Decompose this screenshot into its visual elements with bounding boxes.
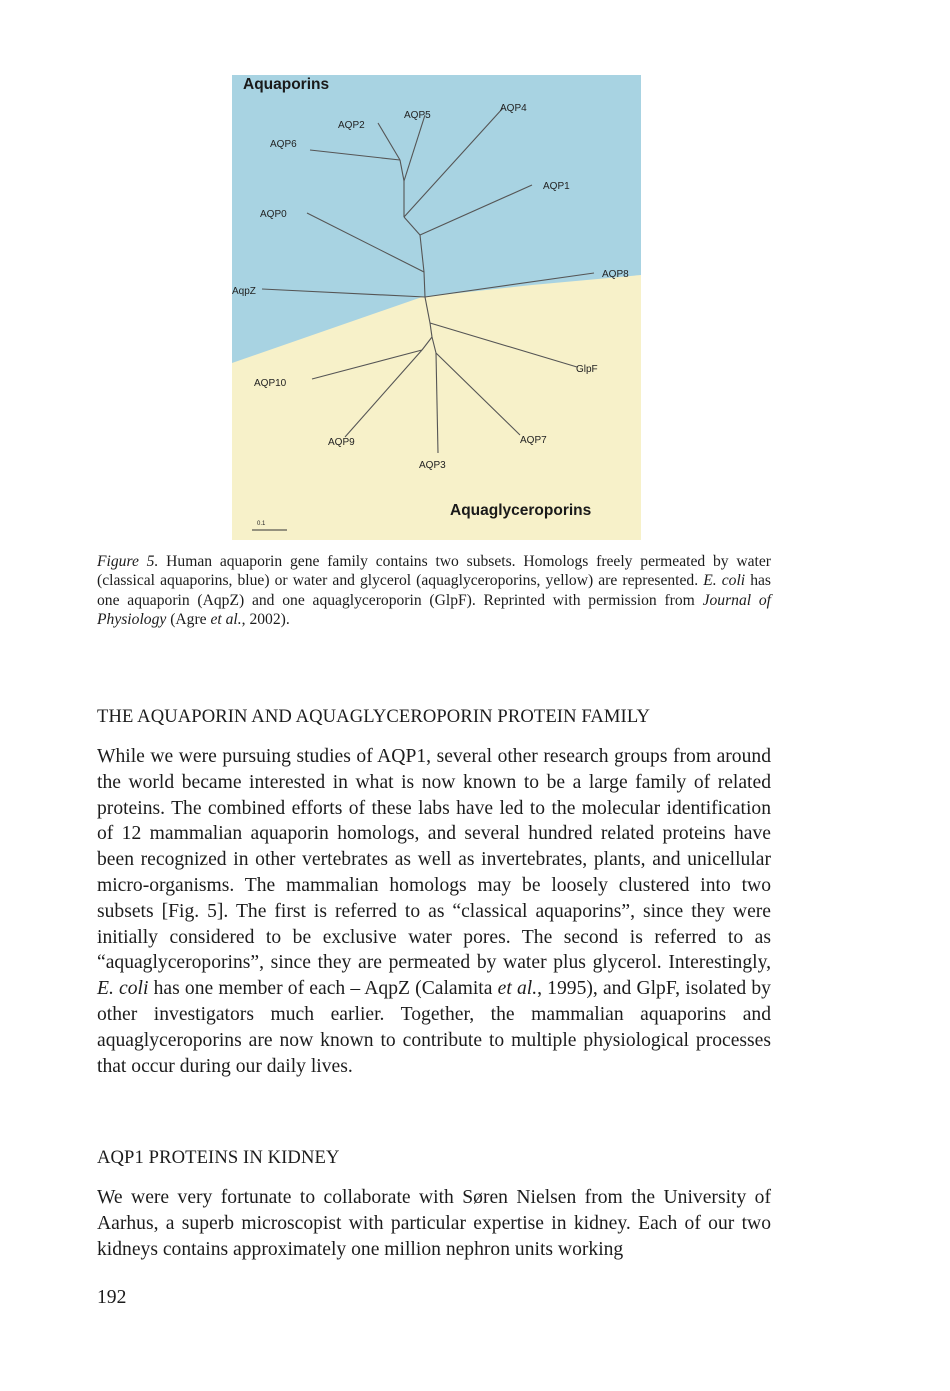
aquaporins-group-label: Aquaporins <box>243 76 330 93</box>
aquaglyceroporins-group-label: Aquaglyceroporins <box>450 502 592 519</box>
aquaporin-tree-diagram <box>232 75 641 540</box>
caption-etal: et al. <box>210 611 242 629</box>
leaf-label-aqp0: AQP0 <box>260 209 287 220</box>
paragraph-text: has one member of each – AqpZ (Calamita <box>148 978 498 1000</box>
paragraph-text: While we were pursuing studies of AQP1, several other research groups from around the world became interested in what is now known to be a large family of related proteins. The combined efforts of these labs have led to the molecular identification of 12 mammalian aquaporin homologs, and several hundred related proteins have been recognized in other vertebrates as well as invertebrates, plants, and unicellular micro-organisms. The mammalian homologs may be loosely clustered into two subsets [Fig. 5]. The first is referred to as “classical aquaporins”, since they were initially considered to be exclusive water pores. The second is referred to as “aquaglyceroporins”, since they are permeated by water plus glycerol. Interestingly, <box>97 746 771 974</box>
leaf-label-aqp9: AQP9 <box>328 437 355 448</box>
leaf-label-aqpz: AqpZ <box>232 286 256 297</box>
scale-bar-label: 0.1 <box>257 521 266 527</box>
figure-label: Figure 5. <box>97 553 159 570</box>
page-number: 192 <box>97 1287 127 1308</box>
body-paragraph-protein-family <box>97 744 771 1079</box>
leaf-label-aqp6: AQP6 <box>270 139 297 150</box>
caption-journal: Journal of Physiology <box>97 591 771 629</box>
caption-text: has one aquaporin (AqpZ) and one aquaglyceroporin (GlpF). Reprinted with permission from <box>97 572 771 609</box>
caption-text: (Agre <box>166 611 211 629</box>
leaf-label-aqp5: AQP5 <box>404 110 431 121</box>
caption-text: , 2002). <box>241 611 290 629</box>
leaf-label-aqp2: AQP2 <box>338 120 365 131</box>
species-name: E. coli <box>97 978 149 1000</box>
citation-etal: et al. <box>497 978 538 1000</box>
paragraph-text: , 1995), and GlpF, isolated by other investigators much earlier. Together, the mammalian aquaporins and aquaglyceroporins are now known to contribute to multiple physiological processes that occur during our daily lives. <box>97 978 771 1077</box>
leaf-label-aqp3: AQP3 <box>419 460 446 471</box>
caption-species: E. coli <box>703 572 746 590</box>
leaf-label-aqp8: AQP8 <box>602 269 629 280</box>
leaf-label-aqp10: AQP10 <box>254 378 287 389</box>
leaf-label-aqp7: AQP7 <box>520 435 547 446</box>
leaf-label-glpf: GlpF <box>576 364 598 375</box>
figure-caption <box>97 552 771 630</box>
body-paragraph-kidney: We were very fortunate to collaborate with Søren Nielsen from the University of Aarhus, a superb microscopist with particular expertise in kidney. Each of our two kidneys contains approximately one million nephron units working <box>97 1187 771 1260</box>
leaf-label-aqp4: AQP4 <box>500 103 527 114</box>
phylogenetic-tree-figure <box>232 75 641 540</box>
section-heading-kidney: AQP1 PROTEINS IN KIDNEY <box>97 1147 340 1168</box>
leaf-label-aqp1: AQP1 <box>543 181 570 192</box>
section-heading-protein-family: THE AQUAPORIN AND AQUAGLYCEROPORIN PROTEIN FAMILY <box>97 706 650 727</box>
caption-text: Human aquaporin gene family contains two subsets. Homologs freely permeated by water (classical aquaporins, blue) or water and glycerol (aquaglyceroporins, yellow) are represented. <box>97 553 771 590</box>
